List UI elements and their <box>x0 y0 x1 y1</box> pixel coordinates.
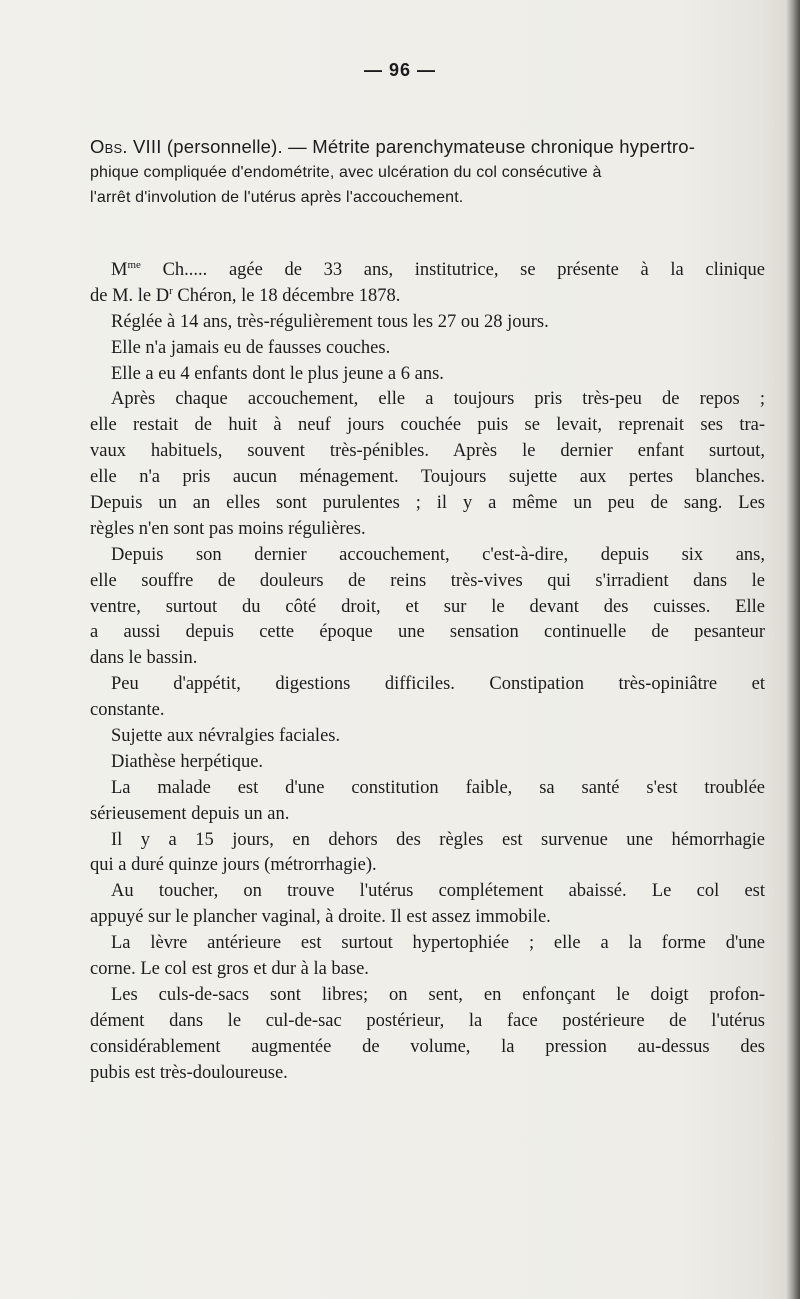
text-line: Diathèse herpétique. <box>111 751 264 772</box>
intro-line-2-rest: Chéron, le 18 décembre 1878. <box>172 285 401 306</box>
doctor-superscript: r <box>169 284 173 297</box>
text-line: Depuis son dernier accouchement, c'est-à-dire, depuis six ans, <box>111 544 765 565</box>
case-report-body <box>90 258 765 1087</box>
text-line: dément dans le cul-de-sac postérieur, la face postérieure de l'utérus <box>90 1010 765 1031</box>
text-line: appuyé sur le plancher vaginal, à droite. Il est assez immobile. <box>90 907 551 928</box>
observation-line: l'arrêt d'involution de l'utérus après l'accouchement. <box>90 189 464 206</box>
text-line: corne. Le col est gros et dur à la base. <box>90 959 369 980</box>
intro-line-2 <box>90 284 765 310</box>
page-edge-shadow <box>786 0 800 1299</box>
text-line: Il y a 15 jours, en dehors des règles est survenue une hémorrhagie <box>111 829 765 850</box>
text-line: Après chaque accouchement, elle a toujours pris très-peu de repos ; <box>111 389 765 410</box>
text-line: règles n'en sont pas moins régulières. <box>90 518 366 539</box>
text-line: Elle a eu 4 enfants dont le plus jeune a 6 ans. <box>111 363 444 384</box>
text-line: constante. <box>90 700 165 721</box>
observation-label: Obs. <box>90 136 128 157</box>
intro-line-1-rest: Ch..... agée de 33 ans, institutrice, se présente à la clinique <box>140 260 765 280</box>
text-line: pubis est très-douloureuse. <box>90 1062 288 1083</box>
text-line: ventre, surtout du côté droit, et sur le devant des cuisses. Elle <box>90 596 765 617</box>
observation-title-rest: (personnelle). — Métrite parenchymateuse chronique hypertro- <box>166 136 696 157</box>
observation-line: phique compliquée d'endométrite, avec ulcération du col consécutive à <box>90 164 602 181</box>
text-line: dans le bassin. <box>90 648 198 669</box>
text-line: La lèvre antérieure est surtout hypertophiée ; elle a la forme d'une <box>111 933 765 954</box>
text-line: Au toucher, on trouve l'utérus complétement abaissé. Le col est <box>111 881 765 902</box>
text-line: Peu d'appétit, digestions difficiles. Constipation très-opiniâtre et <box>111 674 765 695</box>
text-line: elle restait de huit à neuf jours couchée puis se levait, reprenait ses tra- <box>90 415 765 436</box>
text-line: sérieusement depuis un an. <box>90 803 290 824</box>
text-line: considérablement augmentée de volume, la pression au-dessus des <box>90 1036 765 1057</box>
text-line: a aussi depuis cette époque une sensation continuelle de pesanteur <box>90 622 765 643</box>
text-line: Depuis un an elles sont purulentes ; il y a même un peu de sang. Les <box>90 493 765 514</box>
text-line: Elle n'a jamais eu de fausses couches. <box>111 337 391 358</box>
text-line: Réglée à 14 ans, très-régulièrement tous les 27 ou 28 jours. <box>111 311 549 332</box>
text-line: qui a duré quinze jours (métrorrhagie). <box>90 855 377 876</box>
page-number: — 96 — <box>363 60 437 80</box>
observation-heading <box>90 134 752 210</box>
doctor-prefix: de M. le D <box>90 285 170 306</box>
text-line: Sujette aux névralgies faciales. <box>111 726 341 747</box>
text-line: elle souffre de douleurs de reins très-vives qui s'irradient dans le <box>90 570 765 591</box>
intro-line-1 <box>90 258 765 284</box>
text-line: vaux habituels, souvent très-pénibles. Après le dernier enfant surtout, <box>90 441 765 462</box>
text-line: Les culs-de-sacs sont libres; on sent, en enfonçant le doigt profon- <box>111 984 765 1005</box>
text-line: La malade est d'une constitution faible, sa santé s'est troublée <box>111 777 765 798</box>
title-superscript: me <box>127 259 141 271</box>
title-prefix: M <box>111 260 128 280</box>
text-line: elle n'a pris aucun ménagement. Toujours sujette aux pertes blanches. <box>90 467 765 488</box>
observation-number: VIII <box>133 136 162 157</box>
observation-title-line <box>90 134 752 160</box>
